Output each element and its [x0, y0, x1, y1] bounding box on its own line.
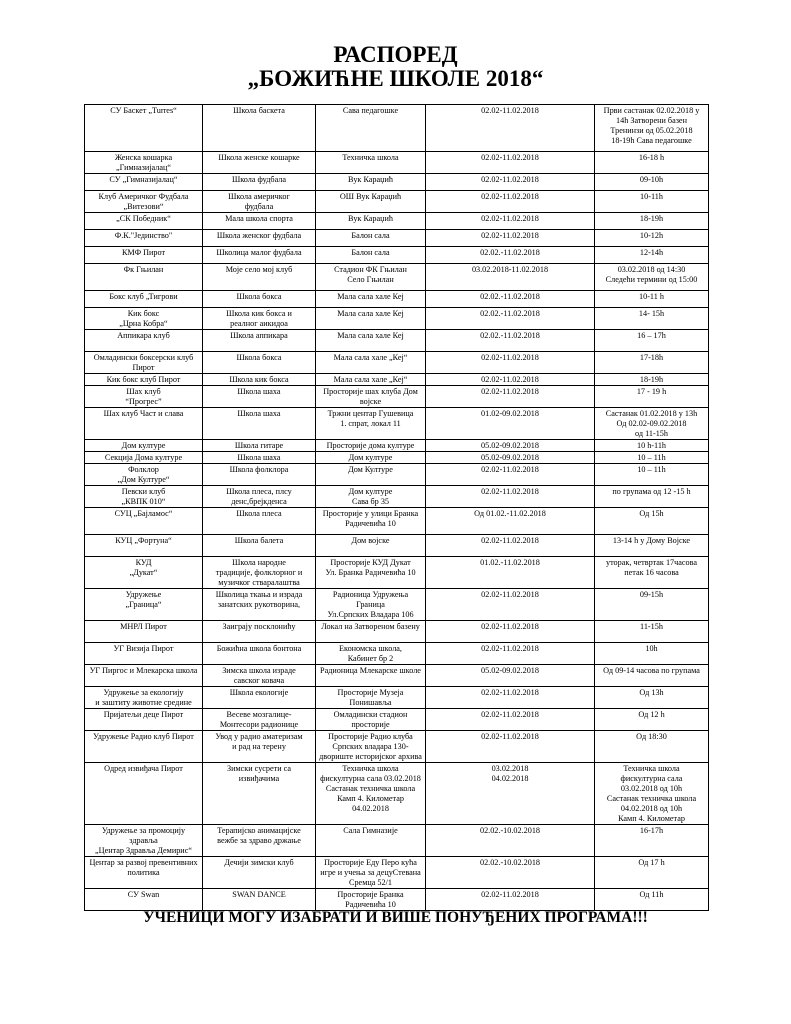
cell-dates: 02.02.-10.02.2018 [426, 825, 595, 857]
table-row [85, 247, 709, 264]
cell-organizer: Удружење „Граница“ [85, 589, 203, 621]
cell-location: Сала Гимназије [316, 825, 426, 857]
cell-time: 11-15h [595, 621, 709, 643]
table-row [85, 408, 709, 440]
cell-dates: 02.02-11.02.2018 [426, 709, 595, 731]
cell-time: Састанак 01.02.2018 у 13h Од 02.02-09.02.2018 од 11-15h [595, 408, 709, 440]
table-row [85, 825, 709, 857]
cell-organizer: Дом културе [85, 440, 203, 452]
cell-time: 13-14 h у Дому Војске [595, 535, 709, 557]
cell-time: уторак, четвртак 17часова петак 16 часова [595, 557, 709, 589]
table-row [85, 174, 709, 191]
cell-organizer: УГ Визија Пирот [85, 643, 203, 665]
footer-note: УЧЕНИЦИ МОГУ ИЗАБРАТИ И ВИШЕ ПОНУЂЕНИХ ПРОГРАМА!!! [143, 909, 648, 926]
cell-location: Дом војске [316, 535, 426, 557]
cell-time: Техничка школа фискултурна сала 03.02.2018 од 10h Састанак техничка школа 04.02.2018 од 10h Камп 4. Километар [595, 763, 709, 825]
cell-program: Школа америчког фудбала [203, 191, 316, 213]
table-row [85, 291, 709, 308]
cell-dates: 02.02-11.02.2018 [426, 621, 595, 643]
table-row [85, 213, 709, 230]
document-subtitle: „БОЖИЋНЕ ШКОЛЕ 2018“ [247, 66, 544, 91]
cell-location: Мала сала хале Кеј [316, 308, 426, 330]
cell-dates: 05.02-09.02.2018 [426, 440, 595, 452]
cell-program: Школа кик бокса [203, 374, 316, 386]
cell-location: Локал на Затвореном базену [316, 621, 426, 643]
cell-organizer: Певски клуб „КВПК 010“ [85, 486, 203, 508]
cell-time: Први састанак 02.02.2018 у 14h Затворени базен Тренинзи од 05.02.2018 18-19h Сава педагошке [595, 105, 709, 152]
cell-time: 16 – 17h [595, 330, 709, 352]
cell-organizer: СУ „Гимназијалац“ [85, 174, 203, 191]
cell-organizer: СУ Swan [85, 889, 203, 911]
cell-time: 16-17h [595, 825, 709, 857]
table-row [85, 557, 709, 589]
cell-organizer: Удружење за промоцију здравља „Центар Здравља Демирис“ [85, 825, 203, 857]
cell-program: Весеве мозгалице- Монтесори радионице [203, 709, 316, 731]
cell-time: 10-12h [595, 230, 709, 247]
cell-organizer: Клуб Америчког Фудбала „Витезови“ [85, 191, 203, 213]
table-row [85, 857, 709, 889]
table-row [85, 763, 709, 825]
cell-location: Тржни центар Гушевица 1. спрат, локал 11 [316, 408, 426, 440]
cell-dates: 02.02-11.02.2018 [426, 230, 595, 247]
cell-location: Просторије дома културе [316, 440, 426, 452]
cell-program: Школа плеса [203, 508, 316, 535]
cell-organizer: Фк Гњилан [85, 264, 203, 291]
table-row [85, 374, 709, 386]
cell-dates: 02.02.-11.02.2018 [426, 330, 595, 352]
cell-location: Просторије Музеја Понишавља [316, 687, 426, 709]
table-row [85, 589, 709, 621]
cell-organizer: СУЦ „Бајламос“ [85, 508, 203, 535]
cell-location: Мала сала хале „Кеј“ [316, 352, 426, 374]
cell-time: Од 09-14 часова по групама [595, 665, 709, 687]
table-row [85, 687, 709, 709]
cell-dates: 01.02-09.02.2018 [426, 408, 595, 440]
cell-time: 10 – 11h [595, 452, 709, 464]
schedule-table [84, 104, 709, 911]
table-row [85, 308, 709, 330]
cell-time: 18-19h [595, 213, 709, 230]
cell-dates: 02.02-11.02.2018 [426, 589, 595, 621]
table-row [85, 486, 709, 508]
cell-time: Од 18:30 [595, 731, 709, 763]
cell-dates: 05.02-09.02.2018 [426, 665, 595, 687]
cell-dates: 02.02-11.02.2018 [426, 731, 595, 763]
cell-program: Школа женске кошарке [203, 152, 316, 174]
cell-dates: 02.02.-11.02.2018 [426, 247, 595, 264]
cell-program: Божићна школа бонтона [203, 643, 316, 665]
cell-program: Школа шаха [203, 408, 316, 440]
cell-time: 10 – 11h [595, 464, 709, 486]
cell-dates: 03.02.2018 04.02.2018 [426, 763, 595, 825]
cell-program: Школа женског фудбала [203, 230, 316, 247]
cell-program: Школица малог фудбала [203, 247, 316, 264]
cell-location: Сава педагошке [316, 105, 426, 152]
cell-dates: 02.02-11.02.2018 [426, 152, 595, 174]
cell-location: Дом Културе [316, 464, 426, 486]
table-row [85, 440, 709, 452]
cell-dates: 02.02-11.02.2018 [426, 352, 595, 374]
table-row [85, 709, 709, 731]
table-row [85, 535, 709, 557]
cell-time: по групама од 12 -15 h [595, 486, 709, 508]
cell-program: Зимски сусрети са извиђачима [203, 763, 316, 825]
table-row [85, 464, 709, 486]
cell-location: Техничка школа фискултурна сала 03.02.2018 Састанак техничка школа Камп 4. Километар 04.02.2018 [316, 763, 426, 825]
cell-location: Техничка школа [316, 152, 426, 174]
table-row [85, 191, 709, 213]
cell-location: Просторије Радио клуба Српских владара 130- двориште историјског архива [316, 731, 426, 763]
cell-location: Просторије шах клуба Дом војске [316, 386, 426, 408]
table-row [85, 621, 709, 643]
cell-time: 09-10h [595, 174, 709, 191]
cell-dates: 02.02-11.02.2018 [426, 889, 595, 911]
cell-program: Дечији зимски клуб [203, 857, 316, 889]
cell-location: Стадион ФК Гњилан Село Гњилан [316, 264, 426, 291]
cell-program: Школа аппикара [203, 330, 316, 352]
cell-time: Од 15h [595, 508, 709, 535]
cell-time: 17-18h [595, 352, 709, 374]
cell-dates: 02.02-11.02.2018 [426, 535, 595, 557]
cell-dates: 02.02-11.02.2018 [426, 486, 595, 508]
cell-dates: 02.02.-11.02.2018 [426, 308, 595, 330]
cell-program: Школа шаха [203, 386, 316, 408]
cell-dates: 01.02.-11.02.2018 [426, 557, 595, 589]
table-row [85, 230, 709, 247]
cell-location: Балон сала [316, 247, 426, 264]
cell-program: Школа балета [203, 535, 316, 557]
table-row [85, 352, 709, 374]
cell-program: Школа екологије [203, 687, 316, 709]
cell-program: Школа фолклора [203, 464, 316, 486]
cell-organizer: Центар за развој превентивних политика [85, 857, 203, 889]
cell-location: Економска школа, Кабинет бр 2 [316, 643, 426, 665]
cell-time: 10-11 h [595, 291, 709, 308]
cell-organizer: Шах клуб “Прогрес” [85, 386, 203, 408]
cell-program: Терапијско анимацијске вежбе за здраво држање [203, 825, 316, 857]
cell-program: Школа баскета [203, 105, 316, 152]
cell-time: Од 13h [595, 687, 709, 709]
cell-organizer: „СК Победник“ [85, 213, 203, 230]
cell-organizer: КУЦ „Фортуна“ [85, 535, 203, 557]
table-row [85, 105, 709, 152]
cell-organizer: Фолклор „Дом Културе“ [85, 464, 203, 486]
cell-dates: Од 01.02.-11.02.2018 [426, 508, 595, 535]
cell-program: Школа фудбала [203, 174, 316, 191]
cell-dates: 02.02.-10.02.2018 [426, 857, 595, 889]
cell-location: Радионица Млекарске школе [316, 665, 426, 687]
cell-organizer: Удружење Радио клуб Пирот [85, 731, 203, 763]
cell-location: Просторије у улици Бранка Радичевића 10 [316, 508, 426, 535]
cell-time: 03.02.2018 од 14:30 Следећи термини од 15:00 [595, 264, 709, 291]
cell-location: Омладински стадион просторије [316, 709, 426, 731]
cell-organizer: Бокс клуб „Тигрови [85, 291, 203, 308]
cell-organizer: Омладински боксерски клуб Пирот [85, 352, 203, 374]
cell-organizer: Кик бокс „Црна Кобра“ [85, 308, 203, 330]
cell-location: Вук Караџић [316, 213, 426, 230]
cell-organizer: МНРЛ Пирот [85, 621, 203, 643]
table-row [85, 152, 709, 174]
cell-dates: 02.02-11.02.2018 [426, 174, 595, 191]
cell-dates: 02.02-11.02.2018 [426, 374, 595, 386]
cell-program: Школа шаха [203, 452, 316, 464]
cell-time: Од 17 h [595, 857, 709, 889]
cell-time: 09-15h [595, 589, 709, 621]
cell-location: Балон сала [316, 230, 426, 247]
table-row [85, 452, 709, 464]
cell-time: 17 - 19 h [595, 386, 709, 408]
cell-dates: 02.02-11.02.2018 [426, 213, 595, 230]
cell-dates: 02.02-11.02.2018 [426, 386, 595, 408]
cell-location: Мала сала хале Кеј [316, 330, 426, 352]
cell-time: Од 11h [595, 889, 709, 911]
cell-organizer: Одред извиђача Пирот [85, 763, 203, 825]
table-row [85, 330, 709, 352]
table-row [85, 386, 709, 408]
cell-dates: 02.02-11.02.2018 [426, 687, 595, 709]
cell-time: 10-11h [595, 191, 709, 213]
cell-organizer: Кик бокс клуб Пирот [85, 374, 203, 386]
cell-program: Мала школа спорта [203, 213, 316, 230]
cell-program: Моје село мој клуб [203, 264, 316, 291]
cell-location: Просторије Бранка Радичевића 10 [316, 889, 426, 911]
cell-location: Дом културе Сава бр 35 [316, 486, 426, 508]
cell-organizer: Секција Дома културе [85, 452, 203, 464]
cell-dates: 02.02.-11.02.2018 [426, 291, 595, 308]
cell-location: Просторије Еду Перо кућа игре и учења за децуСтевана Сремца 52/1 [316, 857, 426, 889]
cell-organizer: СУ Баскет „Turres“ [85, 105, 203, 152]
cell-location: Мала сала хале Кеј [316, 291, 426, 308]
cell-organizer: КМФ Пирот [85, 247, 203, 264]
cell-dates: 05.02-09.02.2018 [426, 452, 595, 464]
cell-organizer: Пријатељи деце Пирот [85, 709, 203, 731]
cell-organizer: УГ Пиргос и Млекарска школа [85, 665, 203, 687]
cell-location: ОШ Вук Караџић [316, 191, 426, 213]
cell-time: 10h [595, 643, 709, 665]
cell-time: 10 h-11h [595, 440, 709, 452]
table-row [85, 643, 709, 665]
cell-location: Мала сала хале „Кеј“ [316, 374, 426, 386]
table-row [85, 508, 709, 535]
table-row [85, 731, 709, 763]
cell-program: Зимска школа израде савског ковача [203, 665, 316, 687]
cell-time: 14- 15h [595, 308, 709, 330]
cell-location: Радионица Удружења Граница Ул.Српских Владара 106 [316, 589, 426, 621]
cell-program: Школа народне традиције, фолклорног и музичког стваралаштва [203, 557, 316, 589]
cell-organizer: Женска кошарка „Гимназијалац“ [85, 152, 203, 174]
cell-program: Школа бокса [203, 352, 316, 374]
cell-program: Школа кик бокса и реалног аикидоа [203, 308, 316, 330]
cell-location: Вук Караџић [316, 174, 426, 191]
cell-time: 12-14h [595, 247, 709, 264]
cell-program: Школа гитаре [203, 440, 316, 452]
cell-organizer: Шах клуб Част и слава [85, 408, 203, 440]
cell-program: Увод у радио аматеризам и рад на терену [203, 731, 316, 763]
cell-dates: 03.02.2018-11.02.2018 [426, 264, 595, 291]
cell-organizer: Ф.К."Јединство" [85, 230, 203, 247]
cell-program: SWAN DANCE [203, 889, 316, 911]
table-row [85, 665, 709, 687]
cell-time: Од 12 h [595, 709, 709, 731]
cell-dates: 02.02-11.02.2018 [426, 105, 595, 152]
cell-time: 18-19h [595, 374, 709, 386]
cell-program: Школица ткања и израда занатских рукотворина, [203, 589, 316, 621]
cell-dates: 02.02-11.02.2018 [426, 191, 595, 213]
cell-time: 16-18 h [595, 152, 709, 174]
cell-organizer: Аппикара клуб [85, 330, 203, 352]
cell-location: Просторије КУД Дукат Ул. Бранка Радичевића 10 [316, 557, 426, 589]
cell-program: Школа плеса, плсу денс,брејкденса [203, 486, 316, 508]
cell-organizer: КУД „Дукат“ [85, 557, 203, 589]
cell-location: Дом културе [316, 452, 426, 464]
cell-program: Заиграју посклонићу [203, 621, 316, 643]
cell-program: Школа бокса [203, 291, 316, 308]
table-row [85, 264, 709, 291]
cell-organizer: Удружење за екологију и заштиту животне средине [85, 687, 203, 709]
document-title: РАСПОРЕД [333, 42, 458, 67]
cell-dates: 02.02-11.02.2018 [426, 464, 595, 486]
cell-dates: 02.02-11.02.2018 [426, 643, 595, 665]
